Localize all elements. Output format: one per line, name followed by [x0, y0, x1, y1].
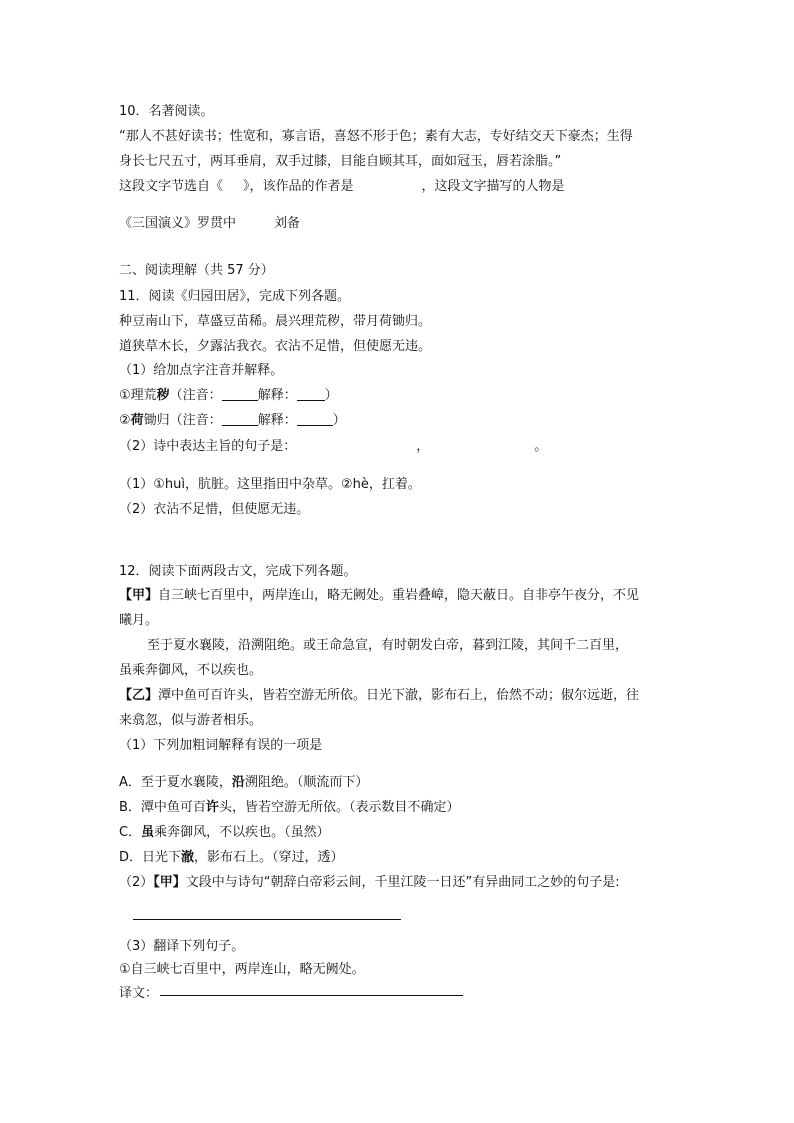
q11-item1-pinyin-blank[interactable]: [222, 388, 258, 401]
q11-poem-line2: 道狭草木长，夕露沾我衣。衣沾不足惜，但使愿无违。: [119, 339, 432, 354]
q11-item1-pre: ①理荒: [119, 388, 157, 403]
q11-item2-pre: ②: [119, 413, 131, 428]
q11-title: 11．阅读《归园田居》，完成下列各题。: [119, 289, 351, 304]
q11-poem-line1: 种豆南山下，草盛豆苗稀。晨兴理荒秽，带月荷锄归。: [119, 314, 432, 329]
q12-sub2: [119, 875, 620, 891]
q11-item1: [119, 388, 338, 404]
q12-sub2-text: 文段中与诗句“朝辞白帝彩云间，千里江陵一日还”有异曲同工之妙的句子是:: [185, 875, 620, 890]
q12-sub3-item: ①自三峡七百里中，两岸连山，略无阙处。: [119, 962, 365, 977]
q11-item2-meaning-blank[interactable]: [297, 413, 333, 426]
q12-option-b-pre: B．潭中鱼可百: [119, 800, 206, 815]
q12-option-d-bold: 澈: [181, 850, 195, 865]
q12-yi-label: 【乙】: [119, 688, 159, 703]
q11-item1-mid: 解释：: [257, 388, 297, 403]
q12-option-b-post: 头，皆若空游无所依。（表示数目不确定）: [218, 800, 460, 815]
q10-answer-book: 《三国演义》罗贯中: [119, 216, 237, 231]
q12-option-d-post: ，影布石上。（穿过，透）: [194, 850, 344, 865]
q11-item1-note: （注音：: [169, 388, 222, 403]
q12-sub1: （1）下列加粗词解释有误的一项是: [119, 738, 323, 753]
q12-option-c-bold: 虽: [141, 825, 155, 840]
q12-option-b-bold: 许: [205, 800, 219, 815]
q11-sub1: （1）给加点字注音并解释。: [119, 363, 284, 378]
q10-question-part2: 》，该作品的作者是: [243, 179, 354, 194]
q10-question-part1: 这段文字节选自《: [119, 179, 224, 194]
q12-yi-line2: 来翕忽，似与游者相乐。: [119, 713, 263, 728]
q11-item2: [119, 413, 346, 429]
q11-sub2-text: （2）诗中表达主旨的句子是：: [119, 439, 297, 454]
q12-sub2-label: 【甲】: [153, 875, 186, 890]
q11-item1-end: ）: [324, 388, 338, 403]
q12-option-c-post: 乘奔御风，不以疾也。（虽然）: [154, 825, 330, 840]
q11-sub2-comma: ，: [416, 439, 430, 454]
section2-title: 二、阅读理解（共 57 分）: [119, 263, 274, 278]
q11-item2-pinyin-blank[interactable]: [222, 413, 258, 426]
q11-item2-bold: 荷: [130, 413, 144, 428]
q12-yi-text1: 潭中鱼可百许头，皆若空游无所依。日光下澈，影布石上，佁然不动；俶尔远逝，往: [158, 688, 640, 703]
q10-question: [119, 179, 565, 195]
q11-answer1: （1）①huì，肮脏。这里指田中杂草。②hè，扛着。: [119, 477, 421, 492]
q12-option-a-pre: A．至于夏水襄陵，: [119, 775, 232, 790]
q10-answer-person: 刘备: [274, 216, 301, 231]
q10-quote-line1: “那人不甚好读书；性宽和，寡言语，喜怒不形于色；素有大志，专好结交天下豪杰；生得: [119, 129, 633, 144]
q12-option-c-pre: C．: [119, 825, 142, 840]
q11-item2-end: ）: [332, 413, 346, 428]
q12-option-c[interactable]: [119, 825, 330, 841]
q11-sub2-end: 。: [534, 439, 548, 454]
q12-translation-line[interactable]: [160, 995, 463, 996]
q11-item2-mid: 解释：: [257, 413, 297, 428]
q12-option-a-bold: 沿: [231, 775, 245, 790]
q12-option-d[interactable]: [119, 850, 344, 866]
q12-jia-p2-line1: 至于夏水襄陵，沿溯阻绝。或王命急宣，有时朝发白帝，暮到江陵，其间千二百里，: [147, 638, 629, 653]
q12-title: 12．阅读下面两段古文，完成下列各题。: [119, 564, 357, 579]
q12-option-a[interactable]: [119, 775, 368, 791]
q12-jia-label: 【甲】: [119, 588, 159, 603]
q10-title: 10．名著阅读。: [119, 104, 214, 119]
q12-yi-line1: [119, 688, 639, 704]
q11-item1-meaning-blank[interactable]: [297, 388, 325, 401]
q12-sub2-answer-line[interactable]: [133, 919, 401, 920]
q12-jia-line2: 曦月。: [119, 613, 159, 628]
q11-item1-bold: 秽: [156, 388, 170, 403]
q12-sub2-pre: （2）: [119, 875, 154, 890]
q10-quote-line2: 身长七尺五寸，两耳垂肩，双手过膝，目能自顾其耳，面如冠玉，唇若涂脂。”: [119, 154, 562, 169]
q11-answer2: （2）衣沾不足惜，但使愿无违。: [119, 502, 310, 517]
q12-option-b[interactable]: [119, 800, 459, 816]
q11-sub2: [119, 439, 547, 455]
q10-question-part3: ，这段文字描写的人物是: [421, 179, 565, 194]
q12-sub3: （3）翻译下列句子。: [119, 939, 245, 954]
q12-translation-label: 译文：: [119, 986, 159, 1001]
q12-jia-line1: [119, 588, 639, 604]
q12-jia-text1: 自三峡七百里中，两岸连山，略无阙处。重岩叠嶂，隐天蔽日。自非亭午夜分，不见: [158, 588, 640, 603]
q12-option-a-post: 溯阻绝。（顺流而下）: [244, 775, 369, 790]
q12-jia-p2-line2: 虽乘奔御风，不以疾也。: [119, 663, 263, 678]
q12-option-d-pre: D．日光下: [119, 850, 182, 865]
q11-item2-post: 锄归（注音：: [143, 413, 222, 428]
q10-answer: [119, 216, 300, 232]
